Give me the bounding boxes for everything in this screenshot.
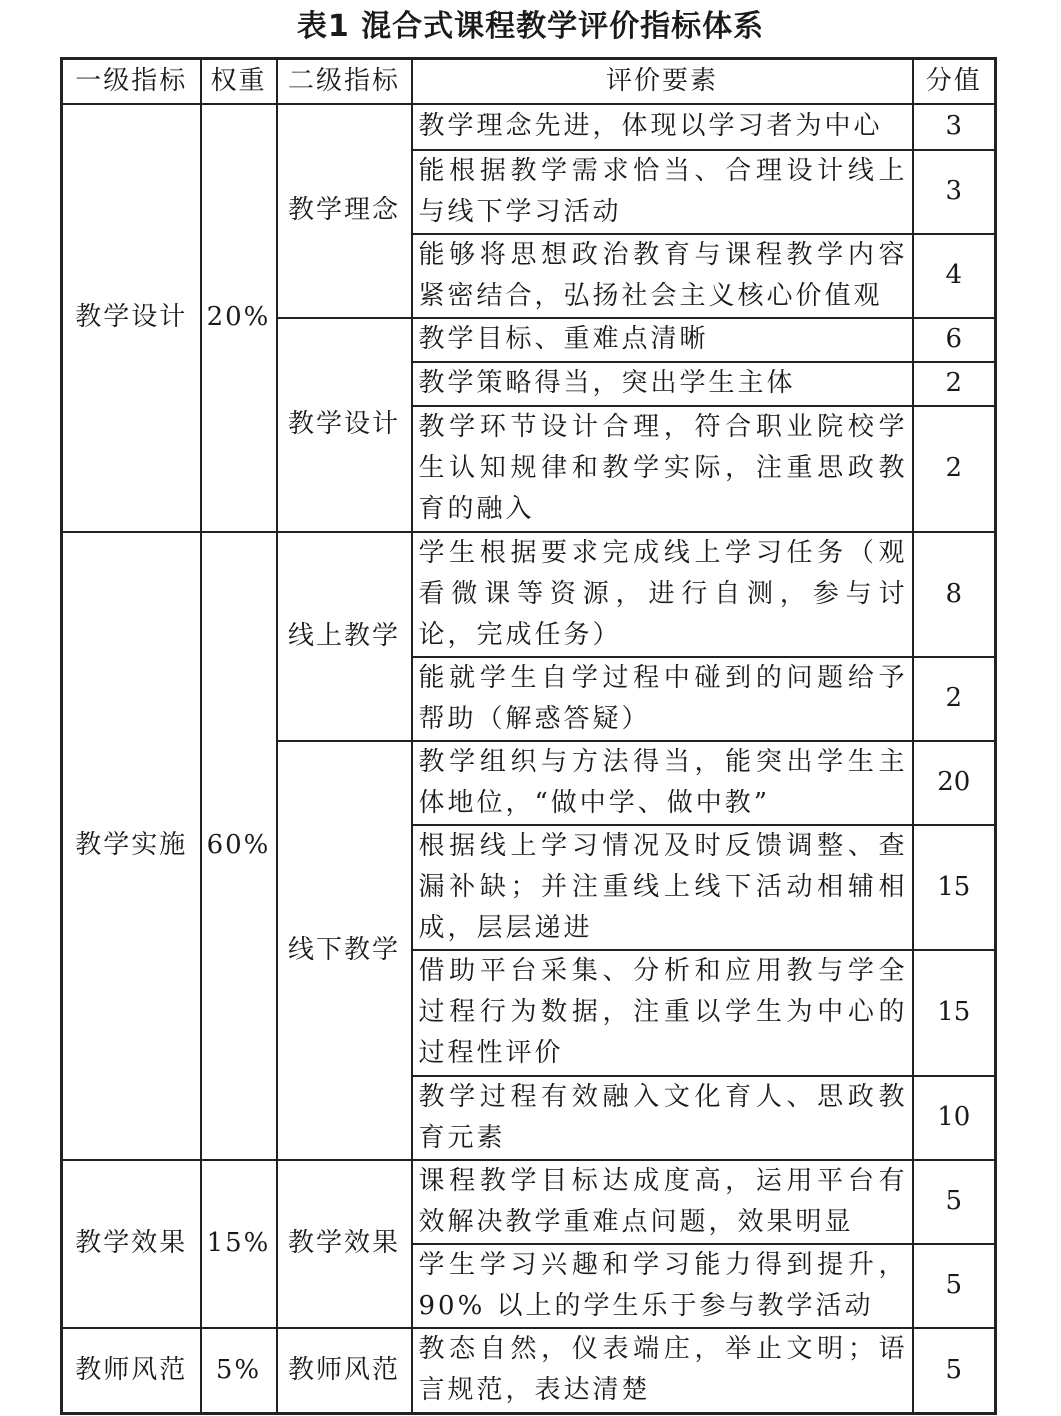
score-cell: 5 bbox=[913, 1160, 996, 1244]
level2-cell: 教学理念 bbox=[277, 104, 412, 318]
weight-cell: 60% bbox=[201, 532, 277, 1160]
table-row bbox=[62, 1160, 996, 1244]
level2-cell: 教师风范 bbox=[277, 1328, 412, 1414]
score-cell: 5 bbox=[913, 1328, 996, 1414]
score-cell: 2 bbox=[913, 406, 996, 532]
table-title: 表1 混合式课程教学评价指标体系 bbox=[296, 9, 765, 44]
evaluation-table bbox=[60, 57, 997, 1415]
element-cell: 教学环节设计合理，符合职业院校学生认知规律和教学实际，注重思政教育的融入 bbox=[412, 406, 913, 532]
level2-cell: 线上教学 bbox=[277, 532, 412, 741]
header-element: 评价要素 bbox=[412, 59, 913, 104]
header-weight: 权重 bbox=[201, 59, 277, 104]
element-cell: 能根据教学需求恰当、合理设计线上与线下学习活动 bbox=[412, 150, 913, 234]
level2-cell: 教学效果 bbox=[277, 1160, 412, 1328]
element-cell: 学生根据要求完成线上学习任务（观看微课等资源，进行自测，参与讨论，完成任务） bbox=[412, 532, 913, 657]
score-cell: 20 bbox=[913, 741, 996, 825]
level2-cell: 教学设计 bbox=[277, 318, 412, 532]
score-cell: 2 bbox=[913, 362, 996, 406]
level2-cell: 线下教学 bbox=[277, 741, 412, 1160]
header-level1: 一级指标 bbox=[62, 59, 201, 104]
element-cell: 借助平台采集、分析和应用教与学全过程行为数据，注重以学生为中心的过程性评价 bbox=[412, 950, 913, 1076]
element-cell: 教学组织与方法得当，能突出学生主体地位，“做中学、做中教” bbox=[412, 741, 913, 825]
score-cell: 5 bbox=[913, 1244, 996, 1328]
element-cell: 能够将思想政治教育与课程教学内容紧密结合，弘扬社会主义核心价值观 bbox=[412, 234, 913, 318]
score-cell: 8 bbox=[913, 532, 996, 657]
level1-cell: 教学设计 bbox=[62, 104, 201, 532]
element-cell: 教学策略得当，突出学生主体 bbox=[412, 362, 913, 406]
element-cell: 能就学生自学过程中碰到的问题给予帮助（解惑答疑） bbox=[412, 657, 913, 741]
element-cell: 课程教学目标达成度高，运用平台有效解决教学重难点问题，效果明显 bbox=[412, 1160, 913, 1244]
level1-cell: 教学实施 bbox=[62, 532, 201, 1160]
header-level2: 二级指标 bbox=[277, 59, 412, 104]
element-cell: 学生学习兴趣和学习能力得到提升，90% 以上的学生乐于参与教学活动 bbox=[412, 1244, 913, 1328]
element-cell: 教学目标、重难点清晰 bbox=[412, 318, 913, 362]
header-score: 分值 bbox=[913, 59, 996, 104]
weight-cell: 5% bbox=[201, 1328, 277, 1414]
score-cell: 15 bbox=[913, 825, 996, 950]
element-cell: 根据线上学习情况及时反馈调整、查漏补缺；并注重线上线下活动相辅相成，层层递进 bbox=[412, 825, 913, 950]
score-cell: 3 bbox=[913, 104, 996, 150]
level1-cell: 教师风范 bbox=[62, 1328, 201, 1414]
score-cell: 6 bbox=[913, 318, 996, 362]
score-cell: 15 bbox=[913, 950, 996, 1076]
score-cell: 4 bbox=[913, 234, 996, 318]
table-row bbox=[62, 532, 996, 657]
weight-cell: 20% bbox=[201, 104, 277, 532]
element-cell: 教态自然，仪表端庄，举止文明；语言规范，表达清楚 bbox=[412, 1328, 913, 1414]
level1-cell: 教学效果 bbox=[62, 1160, 201, 1328]
table-row bbox=[62, 104, 996, 150]
weight-cell: 15% bbox=[201, 1160, 277, 1328]
element-cell: 教学理念先进，体现以学习者为中心 bbox=[412, 104, 913, 150]
score-cell: 2 bbox=[913, 657, 996, 741]
score-cell: 10 bbox=[913, 1076, 996, 1160]
table-row bbox=[62, 1328, 996, 1414]
score-cell: 3 bbox=[913, 150, 996, 234]
header-row bbox=[62, 59, 996, 104]
element-cell: 教学过程有效融入文化育人、思政教育元素 bbox=[412, 1076, 913, 1160]
